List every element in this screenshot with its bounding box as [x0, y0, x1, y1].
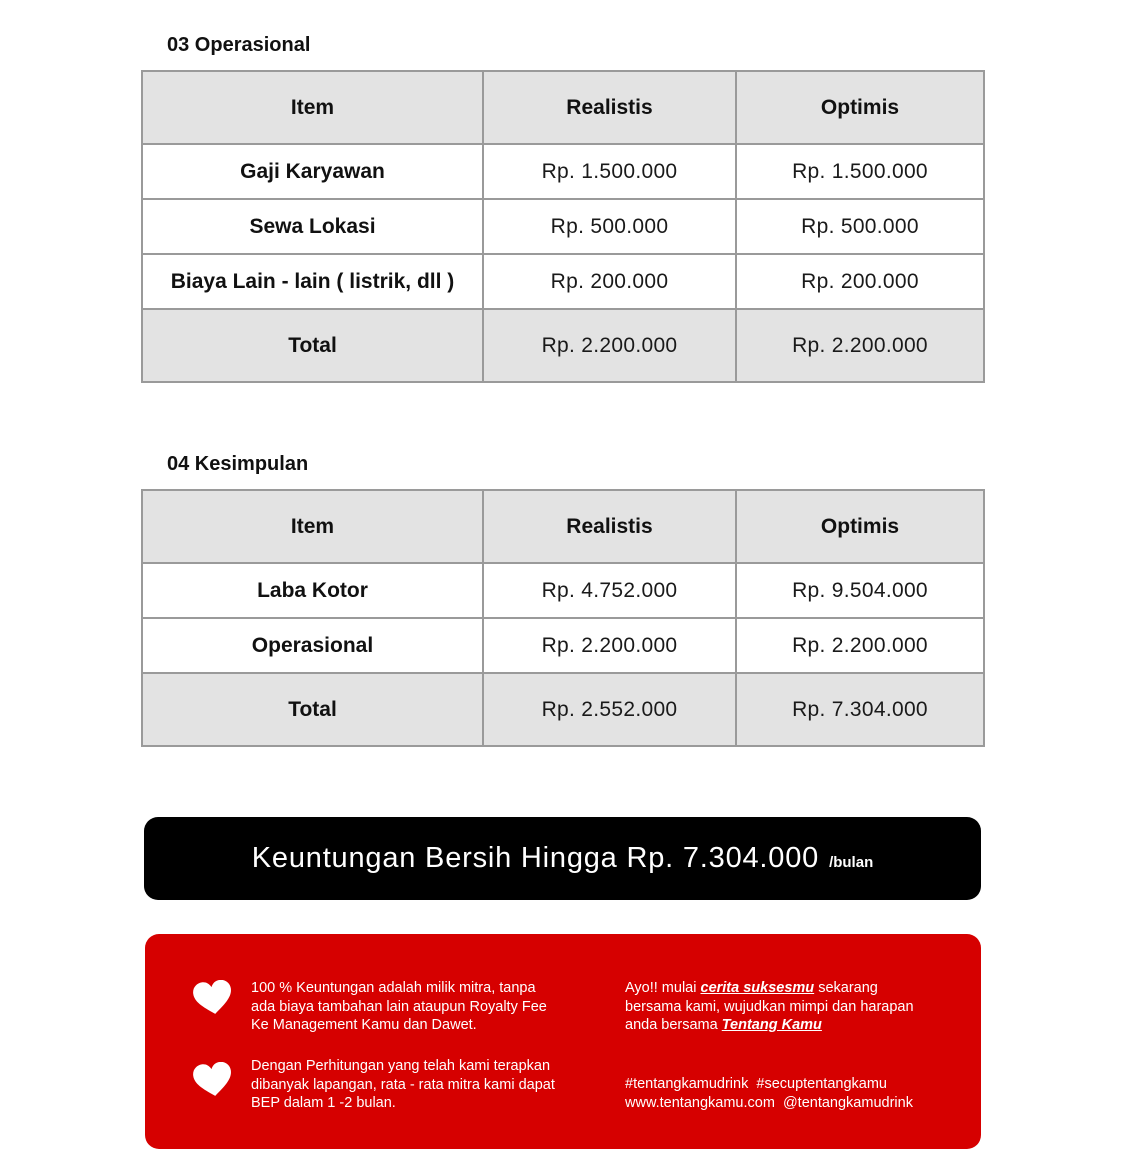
row-optimis: Rp. 200.000 — [736, 254, 984, 309]
promo-card — [145, 934, 981, 1149]
row-realistis: Rp. 500.000 — [483, 199, 736, 254]
header-optimis: Optimis — [736, 71, 984, 144]
row-optimis: Rp. 500.000 — [736, 199, 984, 254]
table-total-row — [142, 673, 984, 746]
table-total-row — [142, 309, 984, 382]
point-royalty-free — [251, 979, 591, 1035]
cta-text: anda bersama — [625, 1017, 718, 1033]
table-header-row — [142, 490, 984, 563]
heart-icon — [193, 1062, 233, 1098]
row-item: Gaji Karyawan — [142, 144, 483, 199]
section-title-kesimpulan: 04 Kesimpulan — [167, 453, 309, 475]
total-label: Total — [142, 309, 483, 382]
row-optimis: Rp. 2.200.000 — [736, 618, 984, 673]
table-row — [142, 563, 984, 618]
total-optimis: Rp. 2.200.000 — [736, 309, 984, 382]
point-text-line: dibanyak lapangan, rata - rata mitra kami dapat — [251, 1076, 555, 1093]
website-and-handle: www.tentangkamu.com @tentangkamudrink — [625, 1094, 913, 1111]
point-bep — [251, 1057, 601, 1113]
table-row — [142, 144, 984, 199]
row-item: Laba Kotor — [142, 563, 483, 618]
call-to-action — [625, 979, 965, 1035]
section-title-operasional: 03 Operasional — [167, 34, 311, 56]
cta-line — [625, 1016, 965, 1035]
row-item: Sewa Lokasi — [142, 199, 483, 254]
brand-name-link[interactable]: Tentang Kamu — [721, 1017, 822, 1033]
table-operasional — [141, 70, 985, 383]
point-text-line: Dengan Perhitungan yang telah kami terapkan — [251, 1058, 551, 1074]
cta-text: sekarang — [818, 980, 878, 996]
header-realistis: Realistis — [483, 490, 736, 563]
point-text-line: Ke Management Kamu dan Dawet. — [251, 1017, 477, 1033]
cta-highlight: cerita suksesmu — [700, 980, 815, 996]
row-item: Biaya Lain - lain ( listrik, dll ) — [142, 254, 483, 309]
total-label: Total — [142, 673, 483, 746]
hashtags: #tentangkamudrink #secuptentangkamu — [625, 1076, 887, 1092]
row-item: Operasional — [142, 618, 483, 673]
total-realistis: Rp. 2.552.000 — [483, 673, 736, 746]
total-optimis: Rp. 7.304.000 — [736, 673, 984, 746]
row-realistis: Rp. 200.000 — [483, 254, 736, 309]
table-header-row — [142, 71, 984, 144]
table-row — [142, 618, 984, 673]
cta-line — [625, 979, 965, 998]
table-row — [142, 254, 984, 309]
heart-icon — [193, 980, 233, 1016]
row-realistis: Rp. 4.752.000 — [483, 563, 736, 618]
header-item: Item — [142, 490, 483, 563]
header-item: Item — [142, 71, 483, 144]
row-optimis: Rp. 1.500.000 — [736, 144, 984, 199]
row-optimis: Rp. 9.504.000 — [736, 563, 984, 618]
table-row — [142, 199, 984, 254]
row-realistis: Rp. 2.200.000 — [483, 618, 736, 673]
total-realistis: Rp. 2.200.000 — [483, 309, 736, 382]
row-realistis: Rp. 1.500.000 — [483, 144, 736, 199]
cta-line: bersama kami, wujudkan mimpi dan harapan — [625, 998, 914, 1015]
table-kesimpulan — [141, 489, 985, 747]
net-profit-text: Keuntungan Bersih Hingga Rp. 7.304.000 — [251, 842, 820, 874]
header-optimis: Optimis — [736, 490, 984, 563]
cta-text: Ayo!! mulai — [625, 980, 697, 996]
header-realistis: Realistis — [483, 71, 736, 144]
net-profit-banner — [144, 817, 981, 900]
point-text-line: BEP dalam 1 -2 bulan. — [251, 1095, 396, 1111]
social-info — [625, 1075, 965, 1112]
point-text-line: 100 % Keuntungan adalah milik mitra, tanpa — [251, 980, 536, 996]
net-profit-unit: /bulan — [829, 854, 874, 871]
point-text-line: ada biaya tambahan lain ataupun Royalty Fee — [251, 998, 547, 1015]
